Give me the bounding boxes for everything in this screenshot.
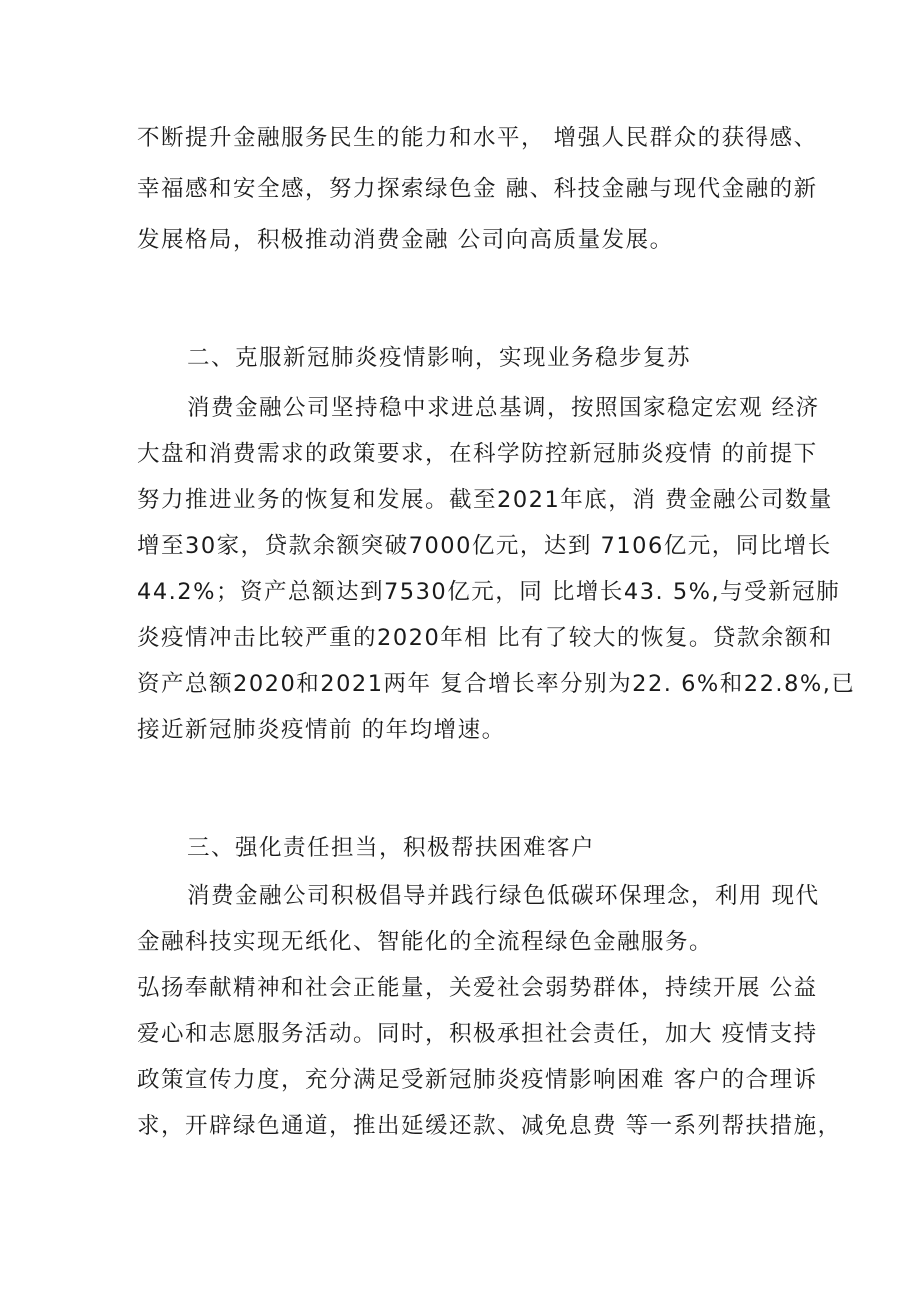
section-3-line-6: 求，开辟绿色通道，推出延缓还款、减免息费 等一系列帮扶措施， (137, 1113, 842, 1139)
section-2-line-6: 炎疫情冲击比较严重的2020年相 比有了较大的恢复。贷款余额和 (137, 625, 833, 651)
intro-line-1: 不断提升金融服务民生的能力和水平， 增强人民群众的获得感、 (137, 125, 818, 151)
section-2-line-4: 增至30家，贷款余额突破7000亿元，达到 7106亿元，同比增长 (137, 533, 832, 559)
section-2-line-2: 大盘和消费需求的政策要求，在科学防控新冠肺炎疫情 的前提下 (137, 441, 818, 467)
intro-line-2: 幸福感和安全感，努力探索绿色金 融、科技金融与现代金融的新 (137, 176, 818, 202)
section-2-line-1: 消费金融公司坚持稳中求进总基调，按照国家稳定宏观 经济 (187, 395, 820, 421)
section-2-line-3: 努力推进业务的恢复和发展。截至2021年底，消 费金融公司数量 (137, 487, 833, 513)
section-3-line-5: 政策宣传力度，充分满足受新冠肺炎疫情影响困难 客户的合理诉 (137, 1067, 818, 1093)
section-2-line-8: 接近新冠肺炎疫情前 的年均增速。 (137, 717, 506, 743)
section-2-line-7: 资产总额2020和2021两年 复合增长率分别为22. 6%和22.8%,已 (137, 671, 856, 697)
section-3-line-4: 爱心和志愿服务活动。同时，积极承担社会责任，加大 疫情支持 (137, 1021, 818, 1047)
section-3-line-3: 弘扬奉献精神和社会正能量，关爱社会弱势群体，持续开展 公益 (137, 975, 818, 1001)
section-3-line-2: 金融科技实现无纸化、智能化的全流程绿色金融服务。 (137, 929, 714, 955)
section-3-heading: 三、强化责任担当，积极帮扶困难客户 (187, 835, 596, 861)
section-3-line-1: 消费金融公司积极倡导并践行绿色低碳环保理念，利用 现代 (187, 883, 820, 909)
section-2-heading: 二、克服新冠肺炎疫情影响，实现业务稳步复苏 (187, 345, 692, 371)
intro-line-3: 发展格局，积极推动消费金融 公司向高质量发展。 (137, 227, 674, 253)
section-2-line-5: 44.2%；资产总额达到7530亿元，同 比增长43. 5%,与受新冠肺 (137, 579, 841, 605)
